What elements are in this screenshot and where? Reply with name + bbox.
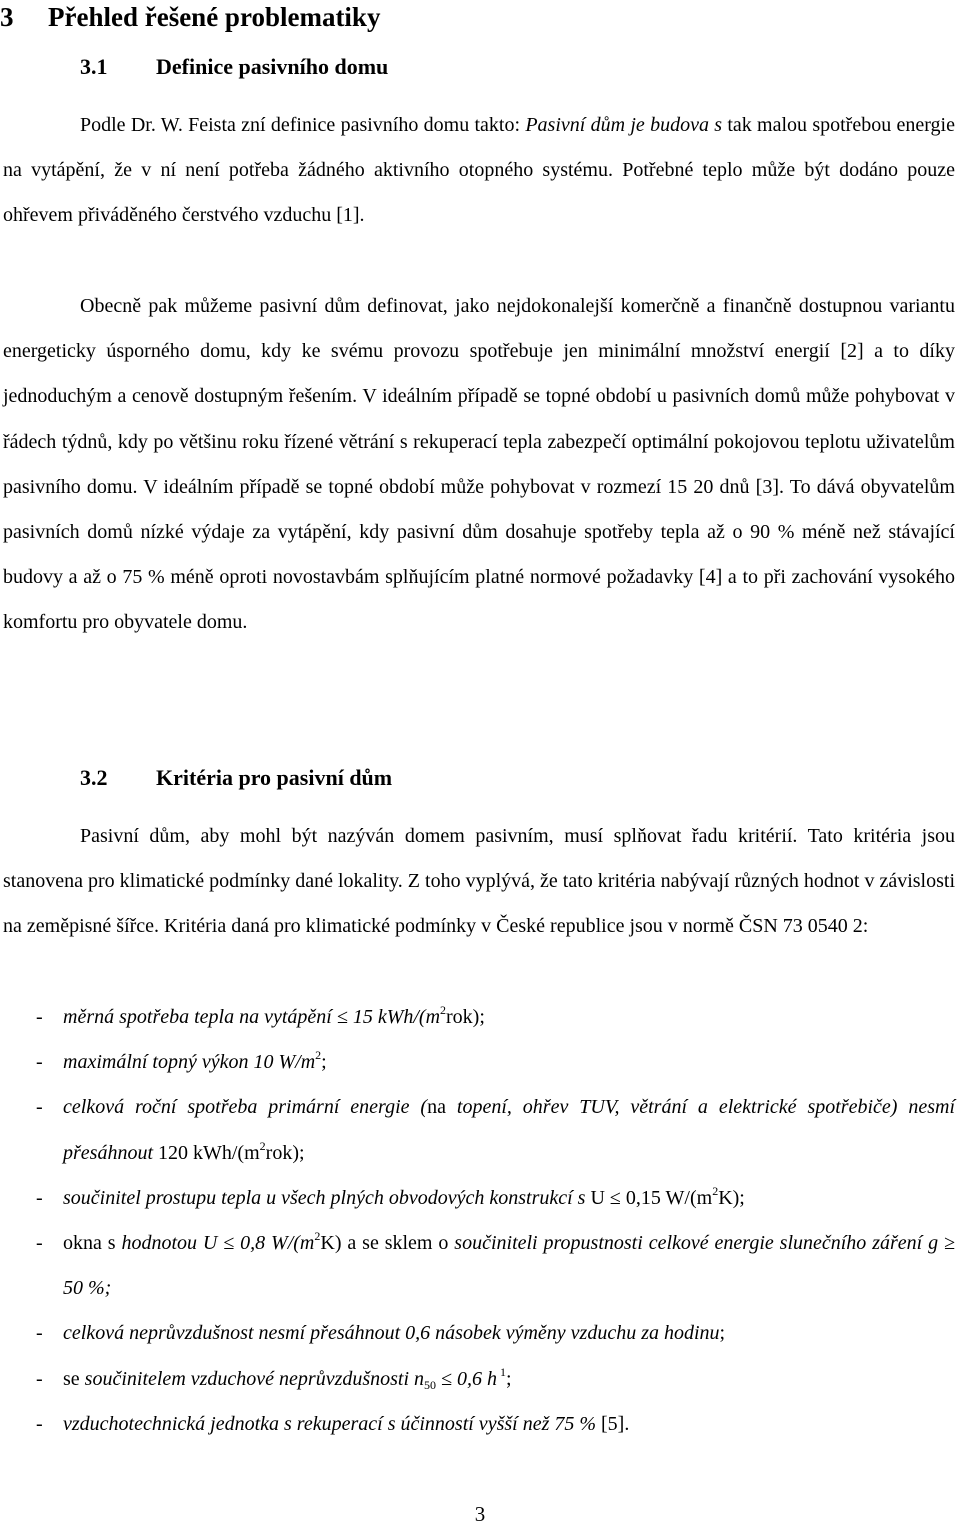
italic-run: celková neprůvzdušnost nesmí přesáhnout 0,6 násobek výměny vzduchu za hodinu [63,1322,720,1345]
list-item [3,1402,955,1447]
italic-run: maximální topný výkon 10 W/m [63,1051,316,1074]
text-run: K) a se sklem o [320,1232,449,1255]
text-run: U ≤ 0,15 W/(m [585,1186,713,1209]
text-run: ; [506,1367,512,1390]
superscript: 1 [497,1364,507,1379]
superscript: 2 [314,1229,321,1244]
superscript: 2 [440,1003,447,1017]
text-run: Obecně pak můžeme pasivní dům definovat, jako nejdokonalejší komerčně a finančně dostupnou variantu energeticky úsporného domu, kdy ke svému provozu spotřebuje jen minimální množství energií [3,295,955,363]
section-title: Definice pasivního domu [156,54,389,79]
dash-marker: - [36,1096,43,1119]
section-title: Kritéria pro pasivní dům [156,765,393,790]
text-run: K); [718,1186,745,1209]
italic-run: Pasivní dům je budova s [525,114,723,136]
citation: [1]. [331,204,365,227]
chapter-heading [0,0,380,34]
chapter-title: Přehled řešené problematiky [48,2,381,32]
subscript: 50 [424,1377,437,1392]
text-run: rok); [446,1006,485,1028]
italic-run: ≤ 0,6 h [436,1367,498,1390]
list-item [3,1176,955,1221]
italic-run: měrná spotřeba tepla na vytápění ≤ 15 kWh/(m [63,1006,441,1028]
citation: [3] [755,475,779,498]
italic-run: vzduchotechnická jednotka s rekuperací s účinností vyšší než 75 % [63,1412,597,1435]
superscript: 2 [712,1183,719,1198]
list-item [3,1221,955,1311]
citation: [2] [840,340,864,363]
dash-marker: - [36,1006,43,1028]
dash-marker: - [36,1186,43,1209]
citation: [4] [698,566,723,589]
list-item [3,1085,955,1175]
list-item [3,1357,955,1402]
text-run: ; [719,1322,726,1345]
superscript: 2 [315,1048,322,1063]
list-item [3,995,955,1040]
dash-marker: - [36,1367,43,1390]
italic-run: součinitel prostupu tepla u všech plných obvodových konstrukcí s [63,1186,586,1209]
section-heading-3-1 [80,52,388,82]
paragraph-criteria-intro [3,814,955,950]
italic-run: celková roční spotřeba primární energie ( [63,1096,428,1119]
paragraph-general [3,284,955,646]
dash-marker: - [36,1412,43,1435]
dash-marker: - [36,1232,43,1255]
text-run: se [63,1367,85,1390]
page-number: 3 [474,1502,486,1526]
text-run: okna s [63,1232,116,1255]
criteria-list [3,995,955,1447]
italic-run: topení, ohřev TUV, větrání a elektrické spotřebiče) nesmí přesáhnout [63,1096,955,1164]
italic-run: hodnotou U ≤ 0,8 W/(m [115,1232,315,1255]
italic-run: součiniteli propustnosti celkové energie slunečního záření g ≥ 50 %; [63,1232,955,1300]
text-run: tak malou spotřebou energie na vytápění, že v ní není potřeba žádného aktivního otopného systému. Potřebné teplo může být dodáno pouze ohřevem přiváděného čerstvého vzduchu [3,114,955,227]
text-run: ; [321,1051,327,1074]
text-run: na [427,1096,446,1119]
text-run: . To dává obyvatelům pasivních domů nízké výdaje za vytápění, kdy pasivní dům dosahuje spotřeby tepla až o 90 % méně než stávající budovy a až o 75 % méně oproti novostavbám splňujícím platné normové požadavky [3,475,955,589]
text-run: Pasivní dům, aby mohl být nazýván domem pasivním, musí splňovat řadu kritérií. Tato kritéria jsou stanovena pro klimatické podmínky dané lokality. Z toho vyplývá, že tato kritéria nabývají různých hodnot v závislosti na zeměpisné šířce. Kritéria daná pro klimatické podmínky v České republice jsou v normě ČSN 73 0540 2: [3,825,955,938]
section-number: 3.1 [80,54,108,79]
dash-marker: - [36,1051,43,1074]
text-run: rok); [265,1141,305,1164]
section-heading-3-2 [80,763,392,793]
paragraph-definition [3,103,955,239]
text-run: Podle Dr. W. Feista zní definice pasivního domu takto: [80,114,526,136]
list-item [3,1040,955,1085]
text-run: 120 kWh/(m [153,1141,260,1164]
dash-marker: - [36,1322,43,1345]
list-item [3,1311,955,1356]
superscript: 2 [259,1138,266,1153]
chapter-number: 3 [0,2,14,32]
text-run: a to díky jednoduchým a cenově dostupným řešením. V ideálním případě se topné období u pasivních domů může pohybovat v řádech týdnů, kdy po většinu roku řízené větrání s rekuperací tepla zabezpečí optimální pokojovou teplotu uživatelům pasivního domu. V ideálním případě se topné období může pohybovat v rozmezí 15 20 dnů [3,340,955,498]
section-number: 3.2 [80,765,108,790]
italic-run: součinitelem vzduchové neprůvzdušnosti n [84,1367,425,1390]
text-run: a to při zachování vysokého komfortu pro obyvatele domu. [3,566,956,634]
citation: [5]. [596,1412,630,1435]
